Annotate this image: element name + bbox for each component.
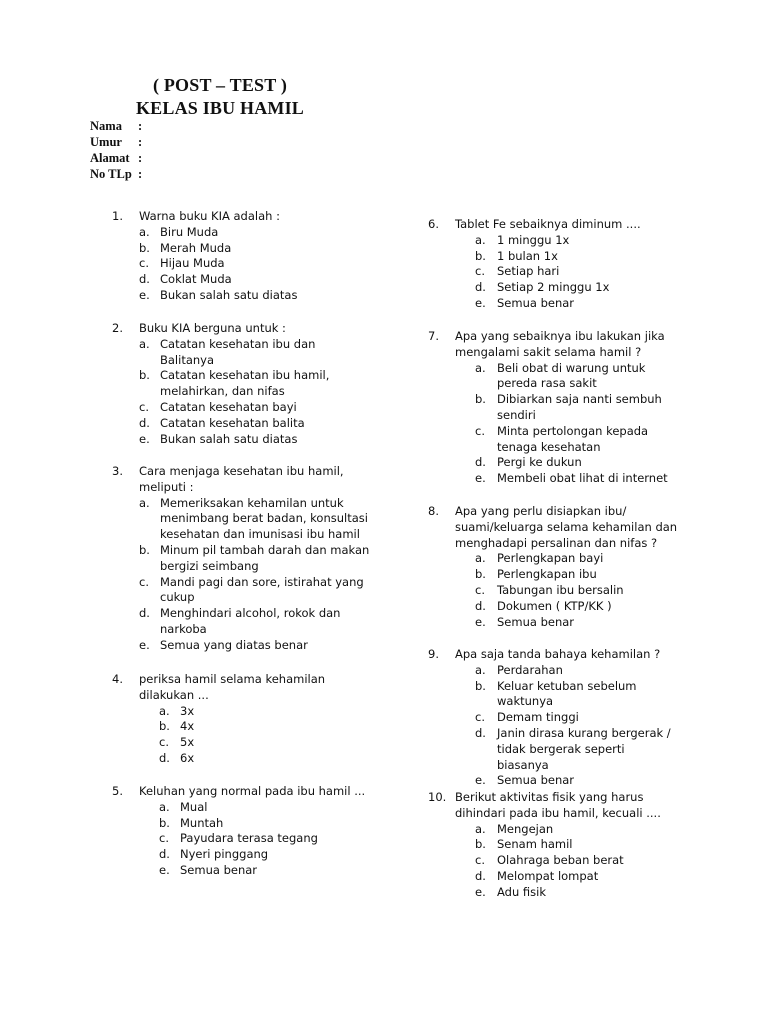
option-letter: a.: [139, 224, 150, 239]
answer-option: [159, 831, 372, 847]
identity-form: [90, 118, 142, 182]
question-text: Cara menjaga kesehatan ibu hamil, meliputi :: [139, 464, 344, 494]
option-letter: e.: [139, 637, 150, 652]
identity-label: Alamat: [90, 151, 130, 165]
question-number: 8.: [428, 504, 439, 518]
question-text: Keluhan yang normal pada ibu hamil ...: [139, 784, 366, 798]
option-list: [139, 337, 372, 448]
identity-separator: :: [138, 167, 143, 181]
answer-option: [475, 885, 678, 901]
option-letter: c.: [475, 582, 485, 597]
option-text: 3x: [180, 703, 195, 718]
option-text: Catatan kesehatan bayi: [160, 399, 297, 414]
option-letter: c.: [475, 710, 485, 725]
option-letter: b.: [475, 392, 486, 407]
answer-option: [475, 392, 678, 424]
option-letter: b.: [475, 678, 486, 693]
answer-option: [475, 280, 678, 296]
answer-option: [139, 606, 372, 638]
option-text: Semua yang diatas benar: [160, 637, 308, 652]
option-letter: d.: [139, 415, 150, 430]
option-text: Mengejan: [497, 821, 554, 836]
answer-option: [139, 496, 372, 543]
answer-option: [475, 615, 678, 631]
question-10: [428, 790, 678, 901]
answer-option: [475, 663, 678, 679]
question-number: 1.: [112, 209, 123, 223]
option-text: Semua benar: [497, 614, 575, 629]
option-letter: b.: [139, 542, 150, 557]
option-text: Bukan salah satu diatas: [160, 431, 298, 446]
option-letter: a.: [475, 232, 486, 247]
option-letter: c.: [139, 256, 149, 271]
option-text: Memeriksakan kehamilan untuk menimbang berat badan, konsultasi kesehatan dan imunisasi ibu hamil: [160, 495, 368, 542]
option-letter: a.: [475, 551, 486, 566]
answer-option: [159, 735, 372, 751]
option-text: Muntah: [180, 815, 224, 830]
option-text: Semua benar: [497, 295, 575, 310]
option-letter: b.: [139, 240, 150, 255]
option-text: Payudara terasa tegang: [180, 831, 318, 846]
option-letter: e.: [475, 471, 486, 486]
answer-option: [139, 400, 372, 416]
option-text: Melompat lompat: [497, 868, 599, 883]
option-list: [139, 225, 372, 304]
option-text: Mual: [180, 799, 208, 814]
question-number: 7.: [428, 329, 439, 343]
question-text: Apa saja tanda bahaya kehamilan ?: [455, 647, 661, 661]
option-letter: c.: [475, 423, 485, 438]
option-letter: b.: [159, 719, 170, 734]
question-number: 5.: [112, 784, 123, 798]
option-letter: e.: [159, 862, 170, 877]
option-letter: a.: [139, 336, 150, 351]
answer-option: [475, 726, 678, 773]
option-letter: a.: [159, 799, 170, 814]
answer-option: [475, 773, 678, 789]
question-text: Warna buku KIA adalah :: [139, 209, 280, 223]
answer-option: [475, 424, 678, 456]
option-list: [475, 233, 678, 312]
option-letter: b.: [475, 837, 486, 852]
question-number: 2.: [112, 321, 123, 335]
answer-option: [159, 816, 372, 832]
question-number: 4.: [112, 672, 123, 686]
option-letter: a.: [475, 662, 486, 677]
question-text: Tablet Fe sebaiknya diminum ....: [455, 217, 641, 231]
question-stem: [428, 217, 678, 233]
answer-option: [475, 233, 678, 249]
option-text: Nyeri pinggang: [180, 847, 269, 862]
question-stem: [112, 784, 372, 800]
question-stem: [428, 647, 678, 663]
option-text: Membeli obat lihat di internet: [497, 471, 668, 486]
identity-row-phone: [90, 166, 142, 182]
option-list: [475, 822, 678, 901]
option-text: Adu fisik: [497, 884, 546, 899]
option-text: 6x: [180, 750, 195, 765]
option-text: Minum pil tambah darah dan makan bergizi seimbang: [160, 542, 370, 573]
option-letter: d.: [159, 847, 170, 862]
option-letter: d.: [159, 750, 170, 765]
answer-option: [475, 869, 678, 885]
answer-option: [475, 567, 678, 583]
option-letter: b.: [159, 815, 170, 830]
option-text: Setiap 2 minggu 1x: [497, 280, 610, 295]
question-6: [428, 217, 678, 312]
question-8: [428, 504, 678, 630]
option-letter: b.: [475, 248, 486, 263]
option-list: [139, 496, 372, 654]
option-letter: a.: [139, 495, 150, 510]
option-text: Dibiarkan saja nanti sembuh sendiri: [497, 392, 662, 422]
option-text: Dokumen ( KTP/KK ): [497, 598, 612, 613]
identity-row-address: [90, 150, 142, 166]
answer-option: [139, 225, 372, 241]
answer-option: [159, 704, 372, 720]
identity-row-age: [90, 134, 142, 150]
question-stem: [428, 790, 678, 822]
option-letter: a.: [475, 821, 486, 836]
option-text: Semua benar: [180, 862, 258, 877]
option-letter: e.: [475, 884, 486, 899]
page-subtitle: KELAS IBU HAMIL: [135, 98, 305, 118]
question-text: Apa yang sebaiknya ibu lakukan jika mengalami sakit selama hamil ?: [455, 329, 665, 359]
answer-option: [475, 551, 678, 567]
answer-option: [475, 837, 678, 853]
option-text: Semua benar: [497, 773, 575, 788]
answer-option: [475, 599, 678, 615]
option-text: 4x: [180, 719, 195, 734]
question-text: periksa hamil selama kehamilan dilakukan ...: [139, 672, 326, 702]
answer-option: [139, 256, 372, 272]
option-text: Setiap hari: [497, 264, 560, 279]
option-list: [475, 361, 678, 487]
option-letter: e.: [475, 295, 486, 310]
identity-separator: :: [138, 119, 143, 133]
answer-option: [475, 296, 678, 312]
option-text: Olahraga beban berat: [497, 853, 624, 868]
answer-option: [159, 847, 372, 863]
question-4: [112, 672, 372, 767]
option-text: Catatan kesehatan ibu hamil, melahirkan, dan nifas: [160, 368, 330, 399]
answer-option: [475, 361, 678, 393]
answer-option: [159, 800, 372, 816]
answer-option: [139, 416, 372, 432]
question-number: 6.: [428, 217, 439, 231]
option-list: [475, 663, 678, 789]
answer-option: [475, 455, 678, 471]
question-number: 3.: [112, 464, 123, 478]
answer-option: [475, 822, 678, 838]
option-letter: a.: [475, 360, 486, 375]
option-letter: c.: [139, 574, 149, 589]
option-text: 1 minggu 1x: [497, 232, 570, 247]
option-text: Coklat Muda: [160, 272, 232, 287]
answer-option: [139, 337, 372, 369]
option-text: Pergi ke dukun: [497, 455, 582, 470]
answer-option: [475, 264, 678, 280]
option-letter: d.: [475, 455, 486, 470]
identity-label: Umur: [90, 135, 122, 149]
option-letter: e.: [139, 287, 150, 302]
option-letter: c.: [475, 264, 485, 279]
question-text: Buku KIA berguna untuk :: [139, 321, 286, 335]
question-3: [112, 464, 372, 654]
option-text: Perlengkapan bayi: [497, 551, 604, 566]
option-text: Biru Muda: [160, 224, 219, 239]
option-letter: c.: [139, 399, 149, 414]
question-number: 9.: [428, 647, 439, 661]
question-2: [112, 321, 372, 447]
option-letter: d.: [475, 280, 486, 295]
option-text: Tabungan ibu bersalin: [497, 582, 624, 597]
option-text: Catatan kesehatan balita: [160, 415, 305, 430]
question-stem: [428, 504, 678, 551]
option-text: Beli obat di warung untuk pereda rasa sakit: [497, 360, 646, 391]
option-letter: e.: [475, 614, 486, 629]
option-list: [475, 551, 678, 630]
answer-option: [475, 679, 678, 711]
option-list: [159, 800, 372, 879]
option-letter: e.: [475, 773, 486, 788]
option-letter: c.: [159, 831, 169, 846]
option-letter: c.: [159, 735, 169, 750]
option-text: Janin dirasa kurang bergerak / tidak bergerak seperti biasanya: [497, 725, 671, 772]
option-text: Minta pertolongan kepada tenaga kesehatan: [497, 423, 649, 454]
answer-option: [475, 249, 678, 265]
option-text: Perdarahan: [497, 662, 563, 677]
question-text: Apa yang perlu disiapkan ibu/ suami/keluarga selama kehamilan dan menghadapi persalinan dan nifas ?: [455, 504, 678, 550]
answer-option: [475, 710, 678, 726]
option-text: Mandi pagi dan sore, istirahat yang cukup: [160, 574, 364, 605]
option-text: Merah Muda: [160, 240, 232, 255]
answer-option: [139, 543, 372, 575]
identity-separator: :: [138, 151, 143, 165]
answer-option: [139, 272, 372, 288]
question-text: Berikut aktivitas fisik yang harus dihindari pada ibu hamil, kecuali ....: [455, 790, 661, 820]
identity-separator: :: [138, 135, 143, 149]
option-letter: a.: [159, 703, 170, 718]
option-letter: d.: [475, 598, 486, 613]
option-text: Senam hamil: [497, 837, 573, 852]
answer-option: [475, 583, 678, 599]
answer-option: [159, 751, 372, 767]
answer-option: [139, 432, 372, 448]
option-letter: c.: [475, 853, 485, 868]
option-text: Demam tinggi: [497, 710, 579, 725]
option-text: Perlengkapan ibu: [497, 567, 597, 582]
option-text: Keluar ketuban sebelum waktunya: [497, 678, 637, 709]
option-letter: d.: [475, 868, 486, 883]
option-letter: b.: [139, 368, 150, 383]
option-list: [159, 704, 372, 767]
answer-option: [139, 575, 372, 607]
identity-label: Nama: [90, 119, 122, 133]
identity-label: No TLp: [90, 167, 132, 181]
answer-option: [475, 471, 678, 487]
option-text: 1 bulan 1x: [497, 248, 558, 263]
question-stem: [112, 672, 372, 704]
option-letter: d.: [139, 606, 150, 621]
option-letter: d.: [139, 272, 150, 287]
answer-option: [159, 719, 372, 735]
option-letter: b.: [475, 567, 486, 582]
identity-row-name: [90, 118, 142, 134]
option-letter: d.: [475, 725, 486, 740]
option-text: Bukan salah satu diatas: [160, 287, 298, 302]
question-stem: [112, 464, 372, 496]
question-stem: [112, 321, 372, 337]
question-stem: [112, 209, 372, 225]
answer-option: [139, 368, 372, 400]
question-5: [112, 784, 372, 879]
question-7: [428, 329, 678, 487]
option-text: Menghindari alcohol, rokok dan narkoba: [160, 606, 341, 636]
answer-option: [139, 241, 372, 257]
question-stem: [428, 329, 678, 361]
option-letter: e.: [139, 431, 150, 446]
answer-option: [159, 863, 372, 879]
question-1: [112, 209, 372, 304]
answer-option: [139, 638, 372, 654]
option-text: Hijau Muda: [160, 256, 225, 271]
answer-option: [475, 853, 678, 869]
answer-option: [139, 288, 372, 304]
option-text: 5x: [180, 735, 195, 750]
question-9: [428, 647, 678, 789]
page-title: ( POST – TEST ): [152, 75, 288, 95]
option-text: Catatan kesehatan ibu dan Balitanya: [160, 336, 316, 367]
question-number: 10.: [428, 790, 447, 804]
